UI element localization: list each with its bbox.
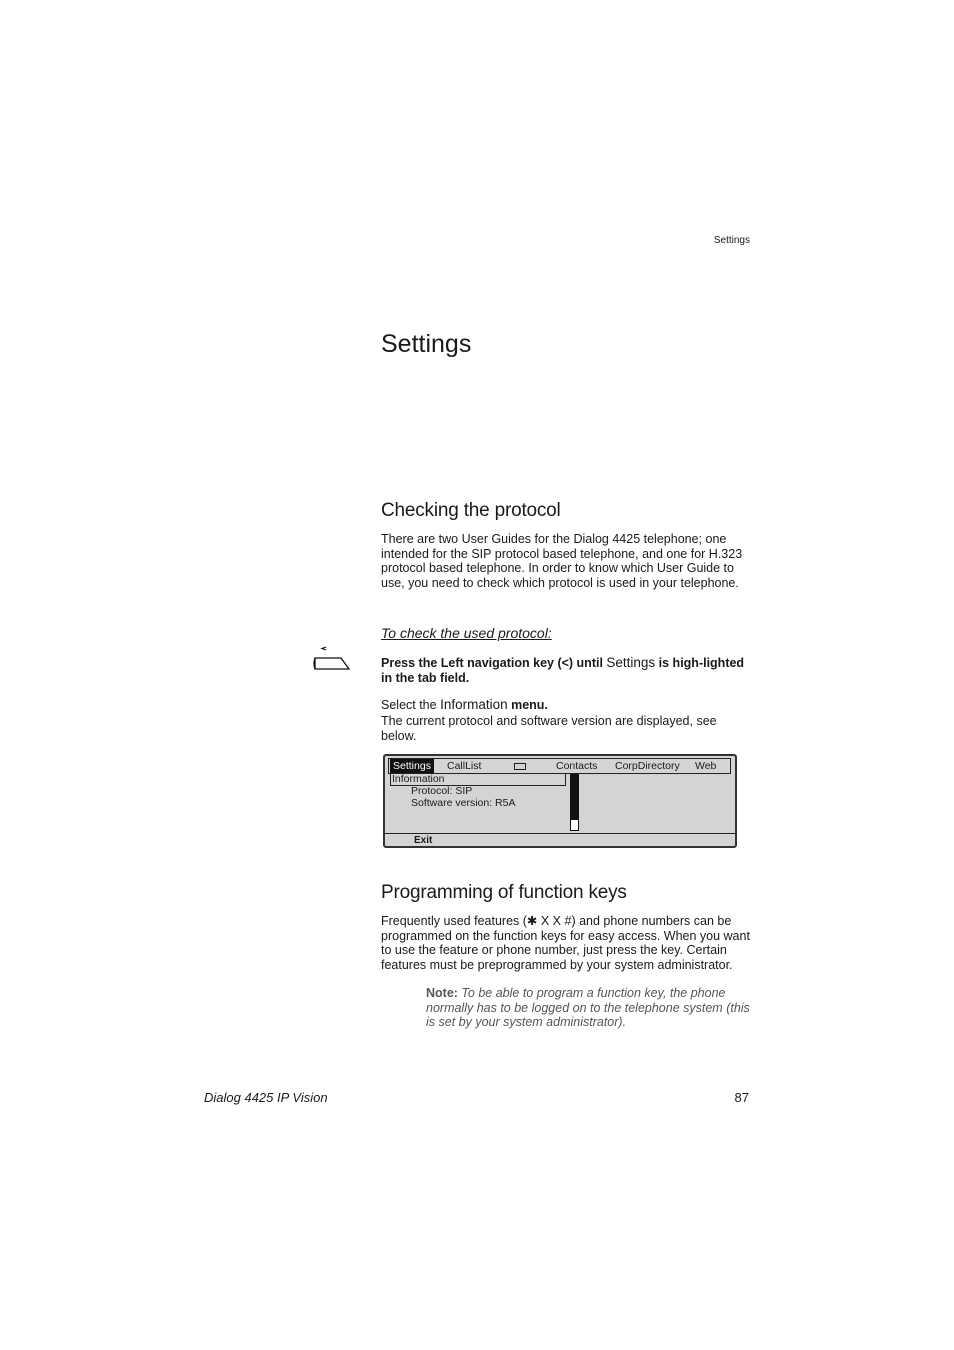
note-label: Note:: [426, 986, 458, 1000]
feature-symbols: ✱ X X #: [526, 914, 572, 928]
tab-calllist[interactable]: CallList: [447, 760, 482, 772]
note-box: [426, 986, 752, 1030]
page-title: Settings: [381, 330, 472, 358]
scrollbar[interactable]: [570, 774, 579, 831]
paragraph-text-b: ) and phone numbers can be programmed on the function keys for easy access. When you want to use the feature or phone number, just press the key. Certain features must be preprogrammed by your system administrator.: [381, 914, 750, 972]
page-number: 87: [734, 1090, 749, 1105]
step1-text-b: is high-lighted in the tab field.: [381, 656, 745, 685]
step1-text-a: Press the Left navigation key (<) until: [381, 656, 607, 670]
running-header: Settings: [713, 235, 750, 246]
step-press-left-key: [381, 655, 753, 686]
tab-contacts[interactable]: Contacts: [556, 760, 598, 772]
left-navigation-key-icon: [313, 644, 353, 679]
paragraph-text-a: Frequently used features (: [381, 914, 527, 928]
step2-ui-information: Information: [440, 697, 508, 712]
tab-corpdirectory[interactable]: CorpDirectory: [615, 760, 680, 772]
procedure-title: To check the used protocol:: [381, 625, 552, 641]
step-description: The current protocol and software version are displayed, see below.: [381, 714, 717, 743]
note-text: To be able to program a function key, the phone normally has to be logged on to the telephone system (this is set by your system administrator).: [426, 986, 750, 1030]
tab-settings[interactable]: Settings: [390, 759, 434, 773]
step1-ui-settings: Settings: [606, 655, 656, 670]
function-keys-paragraph: [381, 914, 751, 972]
softkey-exit[interactable]: Exit: [414, 835, 433, 846]
software-version-line: Software version: R5A: [411, 797, 516, 809]
tab-web[interactable]: Web: [695, 760, 717, 772]
envelope-icon: [514, 763, 526, 770]
step2-text-a: Select the: [381, 698, 441, 712]
section-heading-checking-protocol: Checking the protocol: [381, 500, 561, 521]
footer-product-name: Dialog 4425 IP Vision: [204, 1090, 328, 1105]
step2-text-b: menu.: [507, 698, 548, 712]
menu-item-information[interactable]: Information: [390, 773, 566, 786]
protocol-line: Protocol: SIP: [411, 785, 473, 797]
phone-display: [383, 754, 737, 848]
intro-paragraph: There are two User Guides for the Dialog 4425 telephone; one intended for the SIP protocol based telephone, and one for H.323 protocol based telephone. In order to know which User Guide to use, you need to check which protocol is used in your telephone.: [381, 532, 743, 590]
softkey-bar: [385, 833, 735, 847]
tab-bar: [388, 758, 731, 774]
step-select-information: [381, 697, 548, 712]
scrollbar-thumb[interactable]: [571, 820, 578, 830]
section-heading-function-keys: Programming of function keys: [381, 882, 627, 903]
